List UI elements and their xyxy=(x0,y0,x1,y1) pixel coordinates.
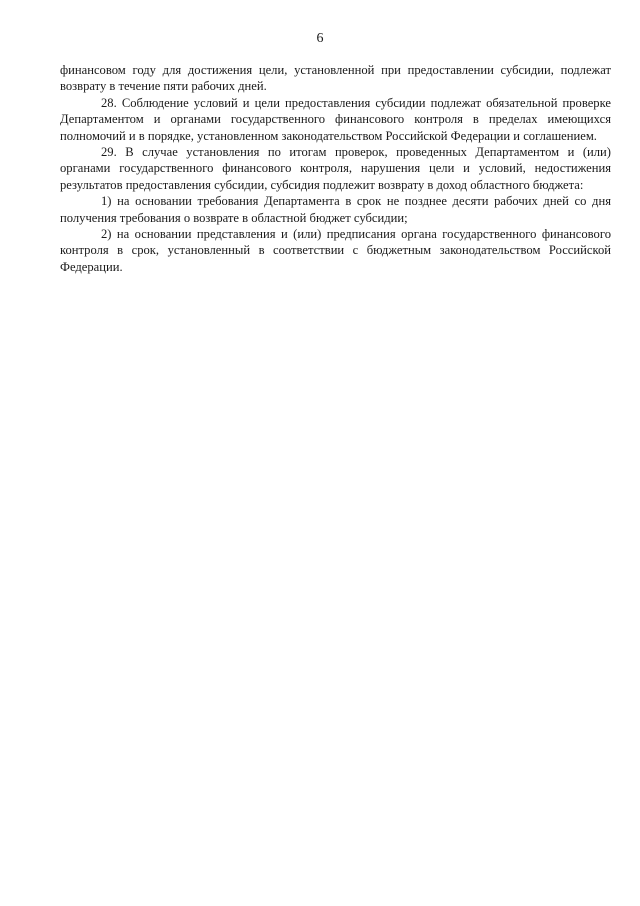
document-body xyxy=(60,62,611,275)
paragraph-item-29: 29. В случае установления по итогам проверок, проведенных Департаментом и (или) органами государственного финансового контроля, нарушения цели и условий, недостижения результатов предоставления субсидии, субсидия подлежит возврату в доход областного бюджета: xyxy=(60,145,611,192)
paragraph-item-28: 28. Соблюдение условий и цели предоставления субсидии подлежат обязательной проверке Департаментом и органами государственного финансового контроля в пределах имеющихся полномочий и в порядке, установленном законодательством Российской Федерации и соглашением. xyxy=(60,95,611,143)
page-number: 6 xyxy=(316,31,324,46)
paragraph-item-29-2: 2) на основании представления и (или) предписания органа государственного финансового контроля в срок, установленный в соответствии с бюджетным законодательством Российской Федерации. xyxy=(60,227,611,274)
paragraph-item-29-1: 1) на основании требования Департамента в срок не позднее десяти рабочих дней со дня получения требования о возврате в областной бюджет субсидии; xyxy=(60,194,611,225)
paragraph-continuation: финансовом году для достижения цели, установленной при предоставлении субсидии, подлежат возврату в течение пяти рабочих дней. xyxy=(60,63,611,94)
